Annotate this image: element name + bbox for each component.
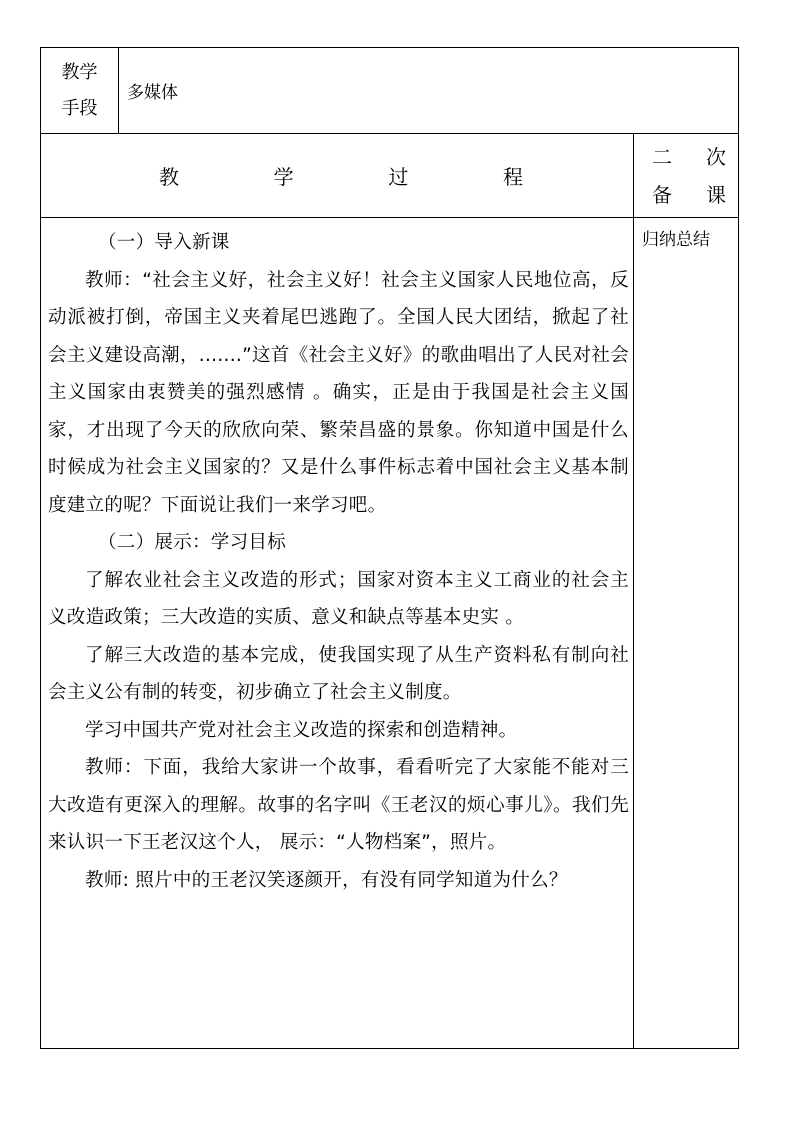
content-row <box>41 218 739 1049</box>
paragraph-objective-1: 了解农业社会主义改造的形式；国家对资本主义工商业的社会主义改造政策；三大改造的实质、意义和缺点等基本史实 。 <box>48 569 629 628</box>
teaching-method-row <box>41 48 739 134</box>
label-line-2: 手段 <box>61 98 98 119</box>
paragraph-objective-2: 了解三大改造的基本完成，使我国实现了从生产资料私有制向社会主义公有制的转变，初步确立了社会主义制度。 <box>48 644 629 703</box>
process-char-1: 教 <box>159 165 179 189</box>
secondary-prep-header <box>634 134 739 218</box>
label-line-1: 教学 <box>61 62 98 83</box>
header-row <box>41 134 739 218</box>
side-char-4: 课 <box>706 183 726 207</box>
paragraph-song-intro: 教师：“社会主义好，社会主义好！社会主义国家人民地位高，反动派被打倒，帝国主义夹着尾巴逃跑了。全国人民大团结，掀起了社会主义建设高潮，.......”这首《社会主义好》的歌曲唱出了人民对社会主义国家由衷赞美的强烈感情 。确实，正是由于我国是社会主义国家，才出现了今天的欣欣向荣、繁荣昌盛的景象。你知道中国是什么时候成为社会主义国家的？又是什么事件标志着中国社会主义基本制度建立的呢？下面说让我们一来学习吧。 <box>48 269 629 516</box>
teaching-method-label <box>41 48 119 134</box>
paragraph-photo-question: 教师: 照片中的王老汉笑逐颜开，有没有同学知道为什么？ <box>85 869 568 891</box>
process-char-3: 过 <box>388 165 409 189</box>
side-char-3: 备 <box>652 183 672 207</box>
process-char-2: 学 <box>273 165 294 189</box>
section-heading-intro: （一）导入新课 <box>98 232 230 253</box>
side-char-1: 二 <box>652 145 672 169</box>
side-char-2: 次 <box>706 145 726 169</box>
teaching-method-value: 多媒体 <box>119 48 739 134</box>
teaching-process-header <box>41 134 634 218</box>
teaching-content <box>41 218 634 1049</box>
section-heading-objectives: （二）展示：学习目标 <box>98 532 287 553</box>
lesson-plan-table <box>40 47 739 1049</box>
process-char-4: 程 <box>502 165 523 189</box>
paragraph-objective-3: 学习中国共产党对社会主义改造的探索和创造精神。 <box>85 719 518 741</box>
side-note: 归纳总结 <box>634 218 739 1049</box>
paragraph-story: 教师：下面，我给大家讲一个故事，看看听完了大家能不能对三大改造有更深入的理解。故事的名字叫《王老汉的烦心事儿》。我们先来认识一下王老汉这个人， 展示：“人物档案”，照片。 <box>48 757 629 853</box>
